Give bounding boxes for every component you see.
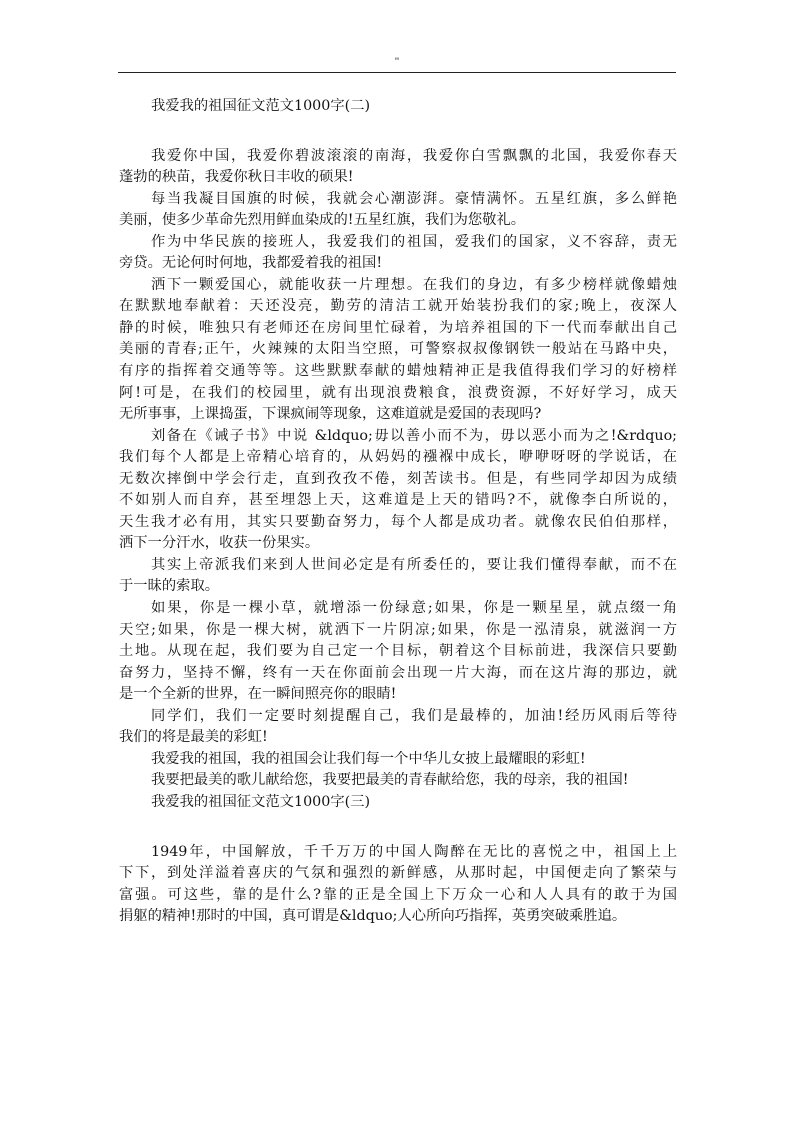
paragraph: [119, 426, 677, 555]
paragraph-line: 洒下一分汗水，收获一份果实。: [119, 535, 320, 552]
paragraph-line: 我爱你中国，我爱你碧波滚滚的南海，我爱你白雪飘飘的北国，我爱你春天: [151, 147, 677, 164]
paragraph-line: 无所事事，上课捣蛋，下课疯闹等现象，这难道就是爱国的表现吗?: [119, 406, 542, 423]
paragraph-line: 旁贷。无论何时何地，我都爱着我的祖国!: [119, 255, 383, 272]
paragraph-line: 我们每个人都是上帝精心培育的，从妈妈的襁褓中成长，咿咿呀呀的学说话，在: [119, 449, 677, 466]
paragraph-line: 在默默地奉献着：天还没亮，勤劳的清洁工就开始装扮我们的家;晚上，夜深人: [119, 298, 677, 315]
paragraph-line: 如果，你是一棵小草，就增添一份绿意;如果，你是一颗星星，就点缀一角: [151, 600, 677, 617]
paragraph-line: 富强。可这些，靠的是什么?靠的正是全国上下万众一心和人人具有的敢于为国: [119, 886, 677, 903]
paragraph: [119, 749, 677, 771]
paragraph-line: 美丽的青春;正午，火辣辣的太阳当空照，可警察叔叔像钢铁一般站在马路中央，: [119, 341, 677, 358]
paragraph-line: 下下，到处洋溢着喜庆的气氛和强烈的新鲜感，从那时起，中国便走向了繁荣与: [119, 865, 677, 882]
paragraph-line: 天生我才必有用，其实只要勤奋努力，每个人都是成功者。就像农民伯伯那样，: [119, 513, 677, 530]
paragraph-line: 我爱我的祖国，我的祖国会让我们每一个中华儿女披上最耀眼的彩虹!: [151, 750, 586, 767]
paragraph-line: 美丽，使多少革命先烈用鲜血染成的!五星红旗，我们为您敬礼。: [119, 212, 526, 229]
paragraph-line: 其实上帝派我们来到人世间必定是有所委任的，要让我们懂得奉献，而不在: [151, 556, 677, 573]
paragraph-line: 捐躯的精神!那时的中国，真可谓是&ldquo;人心所向巧指挥，英勇突破乘胜追。: [119, 908, 627, 925]
paragraph-line: 每当我凝目国旗的时候，我就会心潮澎湃。豪情满怀。五星红旗，多么鲜艳: [151, 190, 677, 207]
paragraph-line: 刘备在《诫子书》中说 &ldquo;毋以善小而不为，毋以恶小而为之!&rdquo;: [151, 427, 677, 444]
header-rule: [118, 72, 676, 73]
section-title-3: 我爱我的祖国征文范文1000字(三): [151, 793, 371, 810]
paragraph-line: 1949年，中国解放，千千万万的中国人陶醉在无比的喜悦之中，祖国上上: [151, 843, 677, 860]
paragraph: [119, 232, 677, 275]
paragraph-line: 奋努力，坚持不懈，终有一天在你面前会出现一片大海，而在这片海的那边，就: [119, 664, 677, 681]
paragraph-line: 同学们，我们一定要时刻提醒自己，我们是最棒的，加油!经历风雨后等待: [151, 707, 677, 724]
document-body: [119, 96, 677, 928]
paragraph-line: 蓬勃的秧苗，我爱你秋日丰收的硕果!: [119, 169, 354, 186]
paragraph-line: 有序的指挥着交通等等。这些默默奉献的蜡烛精神正是我值得我们学习的好榜样: [119, 363, 677, 380]
paragraph-line: 我要把最美的歌儿献给您，我要把最美的青春献给您，我的母亲，我的祖国!: [151, 772, 629, 789]
paragraph-line: 静的时候，唯独只有老师还在房间里忙碌着，为培养祖国的下一代而奉献出自己: [119, 319, 677, 336]
paragraph-line: 天空;如果，你是一棵大树，就洒下一片阴凉;如果，你是一泓清泉，就滋润一方: [119, 621, 677, 638]
paragraph: [119, 770, 677, 792]
section-2-body: [119, 146, 677, 792]
paragraph: [119, 842, 677, 928]
paragraph-line: 于一昧的索取。: [119, 578, 220, 595]
paragraph-line: 洒下一颗爱国心，就能收获一片理想。在我们的身边，有多少榜样就像蜡烛: [151, 276, 677, 293]
paragraph: [119, 146, 677, 189]
section-3-body: [119, 842, 677, 928]
paragraph-line: 是一个全新的世界，在一瞬间照亮你的眼睛!: [119, 686, 397, 703]
paragraph: [119, 598, 677, 706]
paragraph-line: 不如别人而自弃，甚至埋怨上天，这难道是上天的错吗?不，就像李白所说的，: [119, 492, 677, 509]
paragraph: [119, 189, 677, 232]
section-title-2: 我爱我的祖国征文范文1000字(二): [151, 98, 371, 114]
paragraph: [119, 555, 677, 598]
page-header-mark: '': [394, 56, 400, 68]
paragraph: [119, 706, 677, 749]
paragraph-line: 作为中华民族的接班人，我爱我们的祖国，爱我们的国家，义不容辞，责无: [151, 233, 677, 250]
paragraph-line: 无数次摔倒中学会行走，直到孜孜不倦，刻苦读书。但是，有些同学却因为成绩: [119, 470, 677, 487]
paragraph: [119, 275, 677, 426]
spacer: [119, 814, 677, 842]
spacer: [119, 118, 677, 146]
paragraph-line: 土地。从现在起，我们要为自己定一个目标，朝着这个目标前进，我深信只要勤: [119, 643, 677, 660]
paragraph-line: 我们的将是最美的彩虹!: [119, 729, 268, 746]
paragraph-line: 阿!可是，在我们的校园里，就有出现浪费粮食，浪费资源，不好好学习，成天: [119, 384, 677, 401]
